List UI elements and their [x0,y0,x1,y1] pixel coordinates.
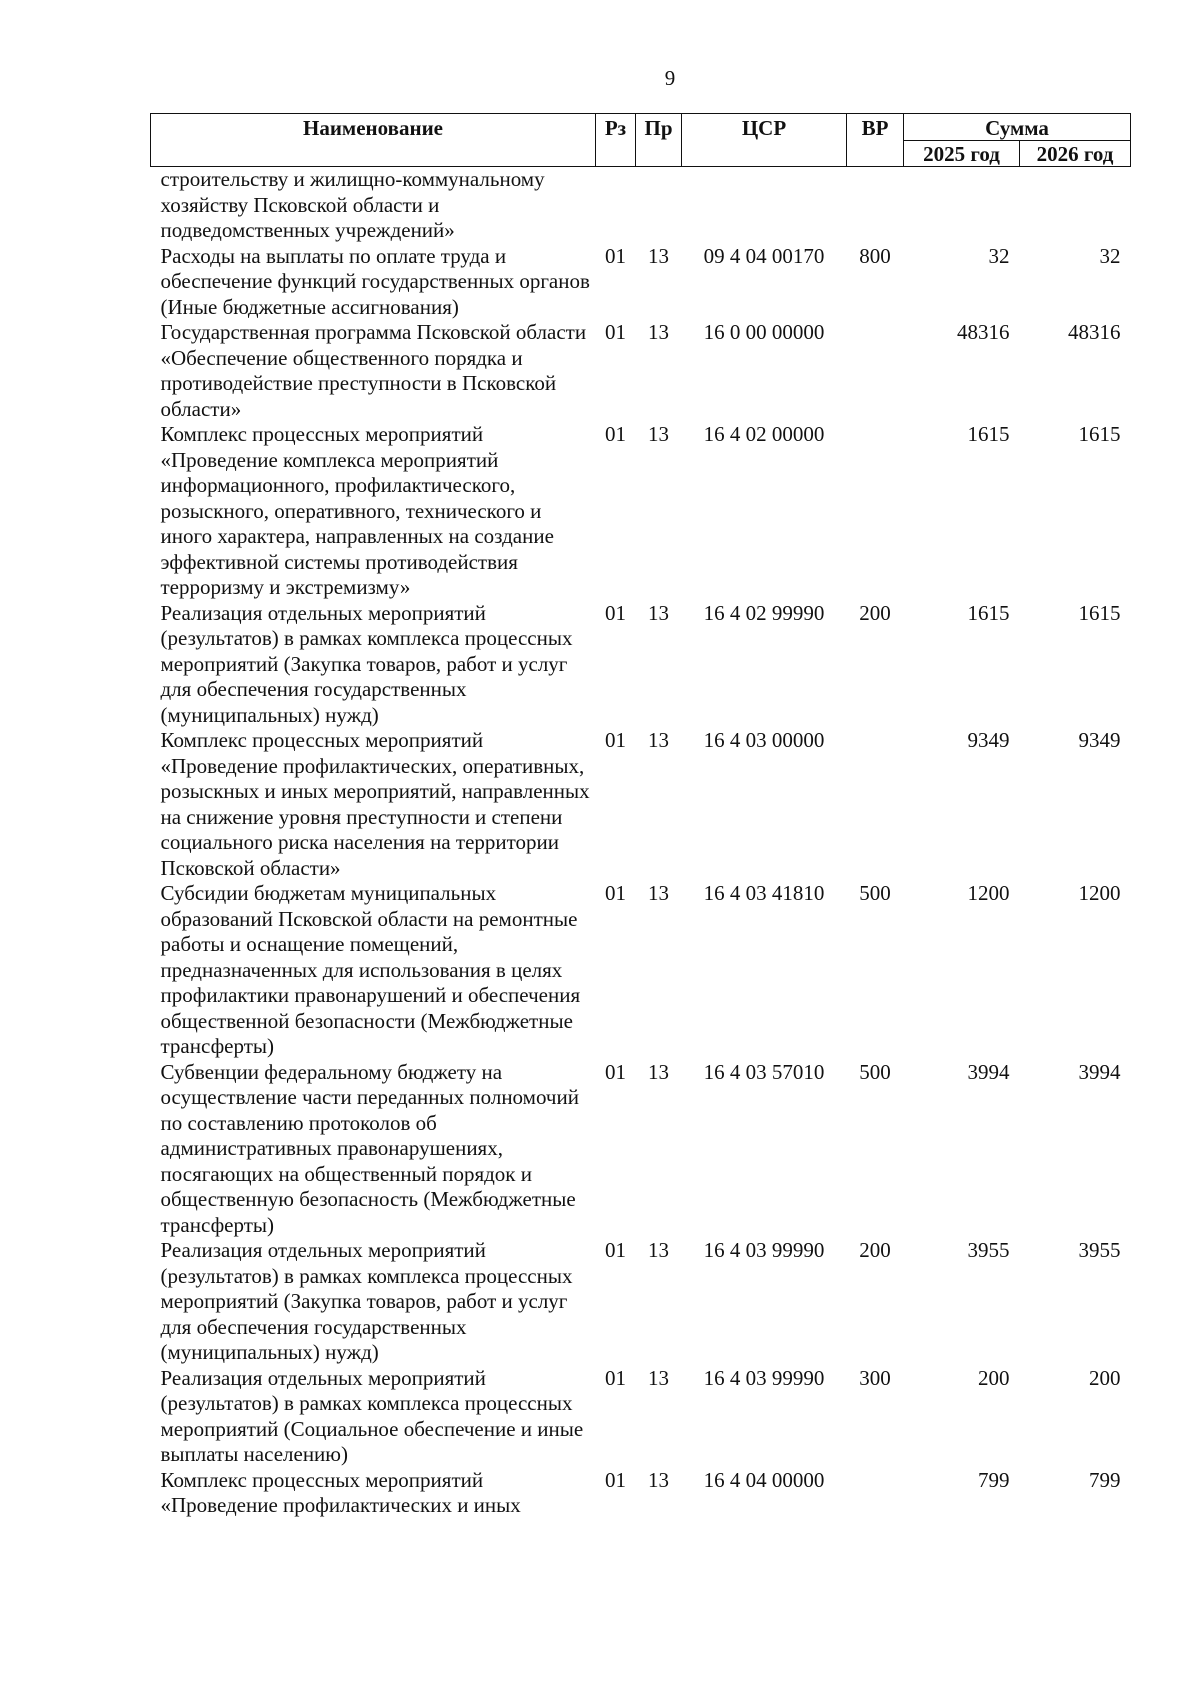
table-row [151,1366,1131,1468]
sum-2026-cell: 48316 [1068,320,1121,344]
sum-2026-cell: 1615 [1078,600,1121,625]
table-row [151,1060,1131,1239]
sum-2025-cell: 3955 [967,1238,1010,1262]
sum-2026-cell: 3994 [1078,1059,1121,1084]
sum-2026-cell: 9349 [1078,728,1121,752]
table-body [151,167,1131,1519]
rz-cell: 01 [605,320,626,344]
sum-2026-cell: 3955 [1078,1238,1121,1262]
csr-cell: 09 4 04 00170 [703,243,825,268]
sum-2025-cell: 9349 [967,728,1010,752]
header-csr: ЦСР [682,114,847,167]
name-cell: Субвенции федеральному бюджету на осуществление части переданных полномочий по составлению протоколов об административных правонарушениях, посягающих на общественный порядок и общественную безопасность (Межбюджетные трансферты) [160,1059,579,1237]
rz-cell [596,167,636,244]
header-name: Наименование [151,114,596,167]
csr-cell: 16 4 03 00000 [703,728,825,752]
rz-cell: 01 [605,422,626,446]
budget-table [150,113,1131,1519]
vr-cell: 500 [859,1059,891,1084]
table-row [151,1468,1131,1519]
header-vr: ВР [847,114,904,167]
header-pr: Пр [636,114,682,167]
header-rz: Рз [596,114,636,167]
sum-2025-cell: 200 [978,1365,1010,1390]
sum-2026-cell: 799 [1089,1467,1121,1492]
pr-cell: 13 [648,600,669,625]
header-sum: Сумма [904,114,1131,141]
name-cell: Комплекс процессных мероприятий «Проведение профилактических, оперативных, розыскных и иных мероприятий, направленных на снижение уровня преступности и степени социального риска населения на территории Псковской области» [160,728,590,880]
rz-cell: 01 [605,600,626,625]
pr-cell: 13 [648,1059,669,1084]
name-cell: Комплекс процессных мероприятий «Проведение профилактических и иных [160,1467,521,1517]
sum-2025-cell [904,167,1020,244]
name-cell: Реализация отдельных мероприятий (результатов) в рамках комплекса процессных мероприятий (Закупка товаров, работ и услуг для обеспечения государственных (муниципальных) нужд) [160,600,573,727]
pr-cell: 13 [648,728,669,752]
vr-cell: 500 [859,881,891,905]
vr-cell: 200 [859,1238,891,1262]
rz-cell: 01 [605,243,626,268]
pr-cell: 13 [648,422,669,446]
name-cell: Реализация отдельных мероприятий (результатов) в рамках комплекса процессных мероприятий (Социальное обеспечение и иные выплаты населению) [160,1365,584,1466]
csr-cell: 16 4 03 99990 [703,1238,825,1262]
sum-2025-cell: 799 [978,1467,1010,1492]
header-year-2025: 2025 год [904,141,1020,167]
csr-cell: 16 4 03 57010 [703,1059,825,1084]
pr-cell: 13 [648,243,669,268]
vr-cell [847,728,904,881]
csr-cell: 16 4 04 00000 [703,1467,825,1492]
csr-cell: 16 4 03 99990 [703,1365,825,1390]
sum-2025-cell: 1200 [967,881,1010,905]
name-cell: Расходы на выплаты по оплате труда и обеспечение функций государственных органов (Иные бюджетные ассигнования) [160,243,590,319]
vr-cell [847,422,904,601]
table-row [151,320,1131,422]
sum-2026-cell: 1200 [1078,881,1121,905]
csr-cell: 16 4 03 41810 [703,881,825,905]
vr-cell: 300 [859,1365,891,1390]
sum-2025-cell: 32 [988,243,1010,268]
name-cell: Реализация отдельных мероприятий (результатов) в рамках комплекса процессных мероприятий (Закупка товаров, работ и услуг для обеспечения государственных (муниципальных) нужд) [160,1238,573,1364]
pr-cell: 13 [648,881,669,905]
name-cell: строительству и жилищно-коммунальному хозяйству Псковской области и подведомственных учреждений» [160,167,545,242]
csr-cell: 16 4 02 00000 [703,422,825,446]
rz-cell: 01 [605,728,626,752]
sum-2025-cell: 1615 [967,422,1010,446]
sum-2025-cell: 3994 [967,1059,1010,1084]
pr-cell: 13 [648,1467,669,1492]
csr-cell [682,167,847,244]
table-row [151,244,1131,321]
rz-cell: 01 [605,881,626,905]
table-row [151,167,1131,244]
csr-cell: 16 0 00 00000 [703,320,825,344]
pr-cell: 13 [648,320,669,344]
vr-cell: 800 [859,243,891,268]
sum-2026-cell: 32 [1099,243,1121,268]
table-row [151,881,1131,1060]
page-number: 9 [664,66,676,90]
csr-cell: 16 4 02 99990 [703,600,825,625]
table-row [151,728,1131,881]
header-year-2026: 2026 год [1020,141,1131,167]
vr-cell [847,1468,904,1519]
sum-2026-cell: 1615 [1078,422,1121,446]
sum-2026-cell [1020,167,1131,244]
table-row [151,601,1131,729]
sum-2026-cell: 200 [1089,1365,1121,1390]
name-cell: Субсидии бюджетам муниципальных образований Псковской области на ремонтные работы и оснащение помещений, предназначенных для использования в целях профилактики правонарушений и обеспечения общественной безопасности (Межбюджетные трансферты) [160,881,581,1058]
name-cell: Комплекс процессных мероприятий «Проведение комплекса мероприятий информационного, профилактического, розыскного, оперативного, технического и иного характера, направленных на создание эффективной системы противодействия терроризму и экстремизму» [160,422,554,599]
vr-cell: 200 [859,600,891,625]
pr-cell: 13 [648,1365,669,1390]
vr-cell [847,320,904,422]
table-row [151,1238,1131,1366]
sum-2025-cell: 1615 [967,600,1010,625]
rz-cell: 01 [605,1365,626,1390]
rz-cell: 01 [605,1059,626,1084]
rz-cell: 01 [605,1238,626,1262]
pr-cell: 13 [648,1238,669,1262]
name-cell: Государственная программа Псковской области «Обеспечение общественного порядка и противодействие преступности в Псковской области» [160,320,587,421]
rz-cell: 01 [605,1467,626,1492]
vr-cell [847,167,904,244]
pr-cell [636,167,682,244]
table-row [151,422,1131,601]
table-header [151,114,1131,167]
sum-2025-cell: 48316 [957,320,1010,344]
